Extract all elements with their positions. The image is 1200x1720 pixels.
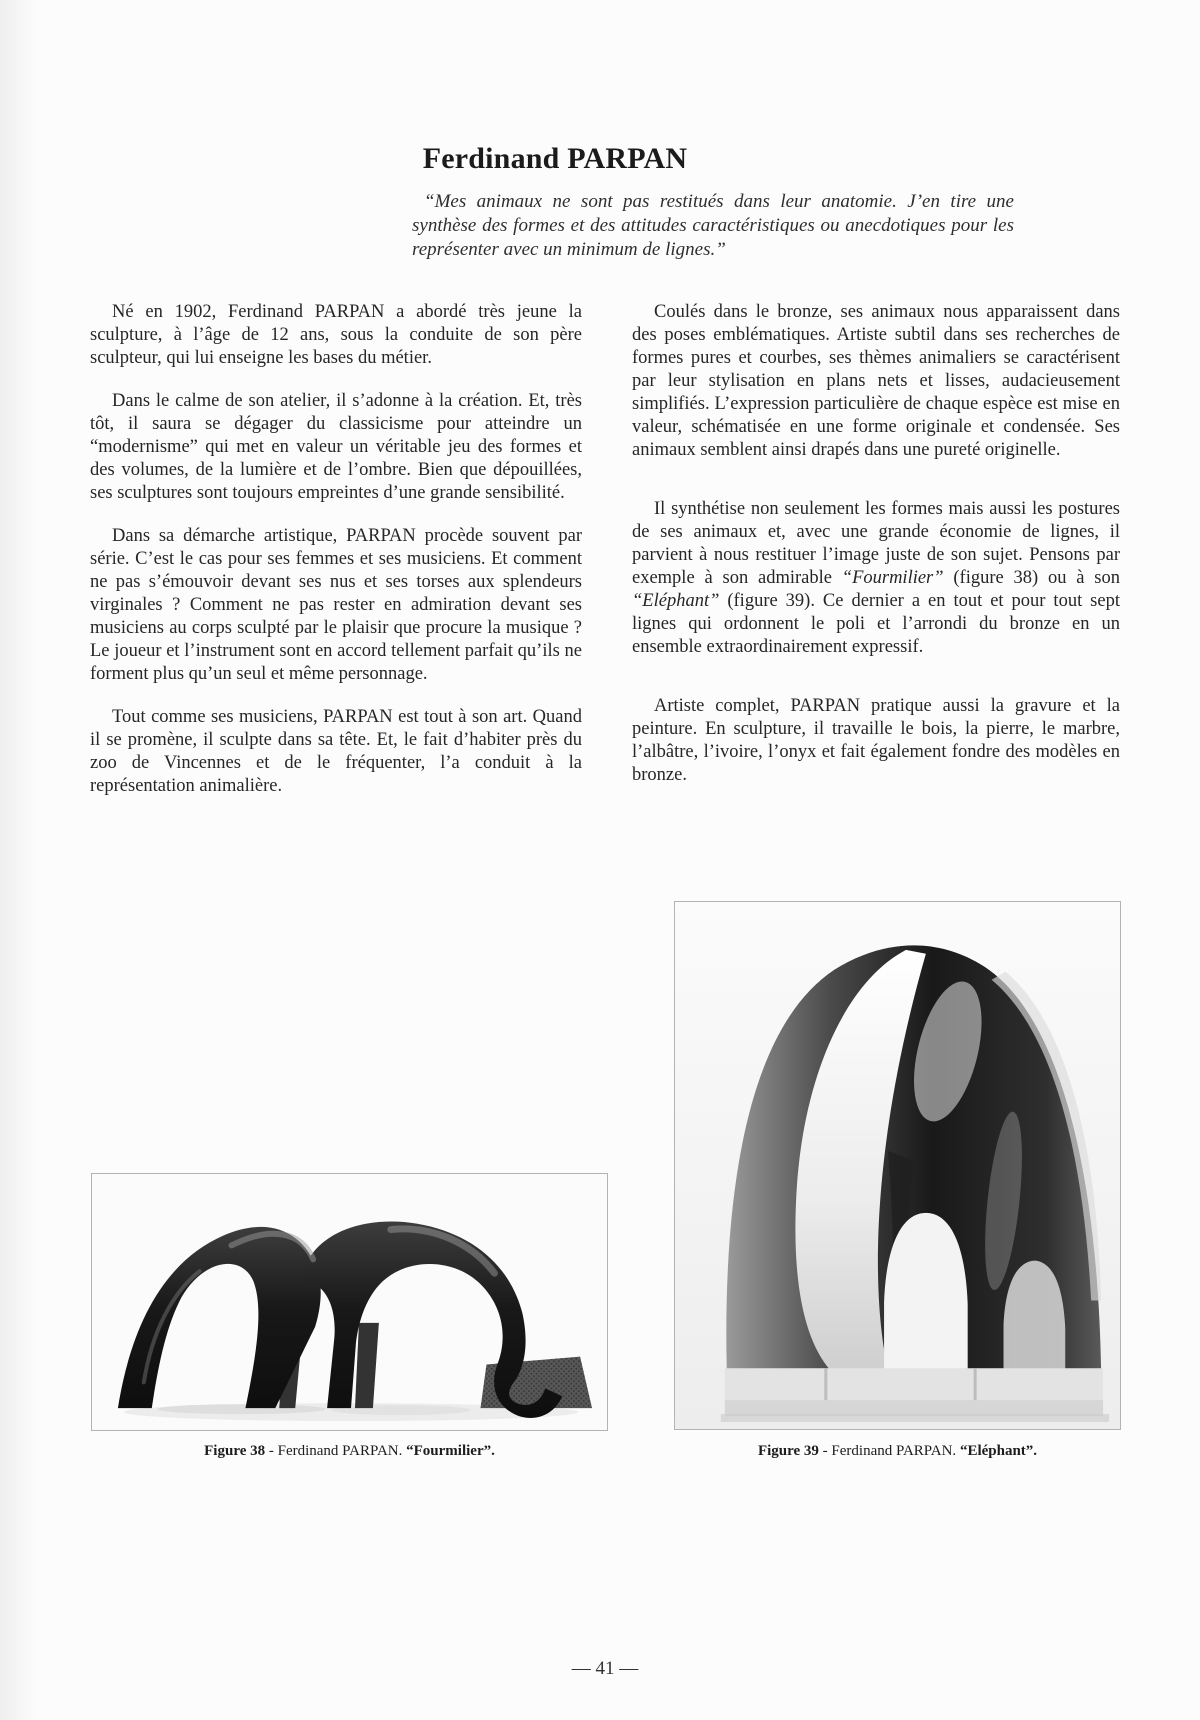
paragraph-right-2-text: (figure 39). Ce dernier a en tout et pour tout sept lignes qui ordonnent le poli et l’arrondi du bronze en un ensemble extraordinairement expressif. xyxy=(632,591,1120,657)
figure-39-caption xyxy=(674,1442,1121,1460)
left-text-column xyxy=(90,301,582,818)
figure-39-label: Figure 39 xyxy=(757,1443,819,1459)
fourmilier-sculpture-image xyxy=(92,1174,607,1430)
paragraph-left-2: Dans le calme de son atelier, il s’adonne à la création. Et, très tôt, il saura se dégager du classicisme pour atteindre un “modernisme” qui met en valeur un véritable jeu des formes et des volumes, de la lumière et de l’ombre. Bien que dépouillées, ses sculptures sont toujours empreintes d’une grande sensibilité. xyxy=(90,391,582,503)
figure-38-label: Figure 38 xyxy=(204,1443,266,1459)
figure-39-title: “Eléphant”. xyxy=(959,1443,1038,1459)
page-number: — 41 — xyxy=(571,1658,639,1679)
paragraph-left-1: Né en 1902, Ferdinand PARPAN a abordé très jeune la sculpture, à l’âge de 12 ans, sous la conduite de son père sculpteur, qui lui enseigne les bases du métier. xyxy=(90,302,582,368)
figure-38-credit: Ferdinand PARPAN. xyxy=(277,1443,407,1459)
figure-39-photo xyxy=(674,901,1121,1430)
paragraph-left-4: Tout comme ses musiciens, PARPAN est tout à son art. Quand il se promène, il sculpte dans sa tête. Et, le fait d’habiter près du zoo de Vincennes et de le fréquenter, l’a conduit à la représentation animalière. xyxy=(90,707,582,796)
caption-separator: - xyxy=(265,1443,278,1459)
paragraph-right-2-text: (figure 38) ou à son xyxy=(943,568,1121,588)
figure-38-photo xyxy=(91,1173,608,1431)
scan-edge-shading xyxy=(0,0,36,1720)
caption-separator: - xyxy=(818,1443,832,1459)
epigraph-quote: “Mes animaux ne sont pas restitués dans leur anatomie. J’en tire une synthèse des formes et des attitudes caractéristiques ou anecdotiques pour les représenter avec un minimum de lignes.” xyxy=(412,191,1014,260)
elephant-italic-title: “Eléphant” xyxy=(632,591,720,611)
paragraph-right-1: Coulés dans le bronze, ses animaux nous apparaissent dans des poses emblématiques. Artiste subtil dans ses recherches de formes pures et courbes, ses thèmes animaliers se caractérisent par leur stylisation en plans nets et lisses, audacieusement simplifiés. L’expression particulière de chaque espèce est mise en valeur, schématisée en une forme originale et condensée. Ses animaux semblent ainsi drapés dans une pureté originelle. xyxy=(632,302,1120,460)
figure-38-title: “Fourmilier”. xyxy=(406,1443,495,1459)
figure-38-caption xyxy=(91,1442,608,1460)
elephant-sculpture-image xyxy=(675,902,1120,1429)
paragraph-right-2 xyxy=(632,498,1120,659)
paragraph-right-2-text: Il synthétise non seulement les formes mais aussi les postures de ses animaux et, avec une grande économie de lignes, il parvient à nous restituer l’image juste de son sujet. Pensons par exemple à son admirable xyxy=(632,499,1120,588)
paragraph-right-3: Artiste complet, PARPAN pratique aussi la gravure et la peinture. En sculpture, il travaille le bois, la pierre, le marbre, l’albâtre, l’ivoire, l’onyx et fait également fondre des modèles en bronze. xyxy=(632,696,1120,785)
figure-39-credit: Ferdinand PARPAN. xyxy=(831,1443,960,1459)
right-text-column xyxy=(632,301,1120,823)
paragraph-left-3: Dans sa démarche artistique, PARPAN procède souvent par série. C’est le cas pour ses femmes et ses musiciens. Et comment ne pas s’émouvoir devant ses nus et ses torses aux splendeurs virginales ? Comment ne pas rester en admiration devant ses musiciens au corps sculpté par le plaisir que procure la musique ? Le joueur et l’instrument sont en accord tellement parfait qu’ils ne forment plus qu’un seul et même personnage. xyxy=(90,526,582,684)
fourmilier-italic-title: “Fourmilier” xyxy=(841,568,944,588)
page-title: Ferdinand PARPAN xyxy=(422,142,688,176)
